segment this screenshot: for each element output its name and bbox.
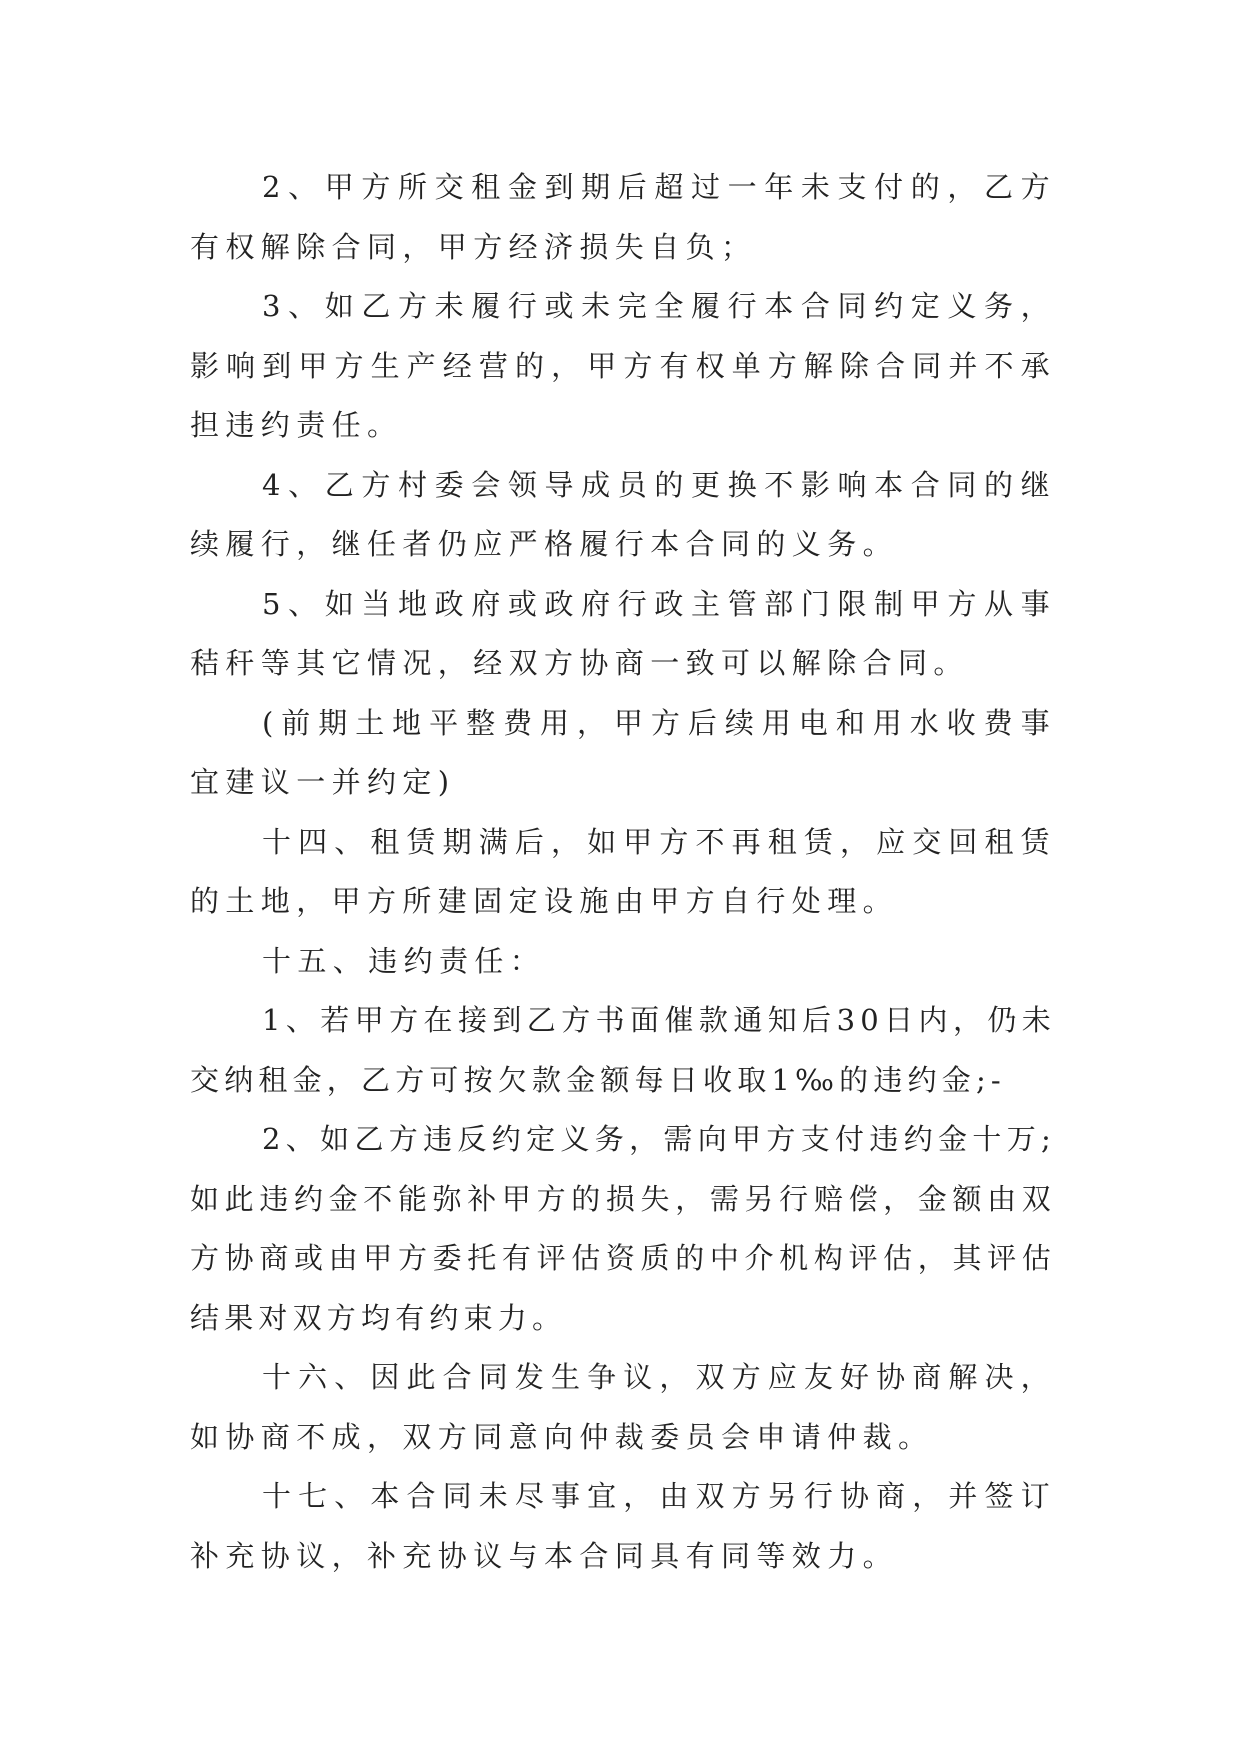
document-body (190, 158, 1056, 1586)
paragraph-article-15-heading: 十五、违约责任： (262, 943, 546, 978)
paragraph-clause-5: 5、如当地政府或政府行政主管部门限制甲方从事秸秆等其它情况，经双方协商一致可以解除合同。 (190, 586, 1056, 680)
paragraph-note: (前期土地平整费用，甲方后续用电和用水收费事宜建议一并约定) (190, 705, 1056, 799)
paragraph-clause-3: 3、如乙方未履行或未完全履行本合同约定义务，影响到甲方生产经营的，甲方有权单方解除合同并不承担违约责任。 (190, 289, 1056, 442)
paragraph-clause-2: 2、甲方所交租金到期后超过一年未支付的，乙方有权解除合同，甲方经济损失自负； (190, 170, 1056, 264)
paragraph-penalty-1: 1、若甲方在接到乙方书面催款通知后30日内，仍未交纳租金，乙方可按欠款金额每日收取1‰的违约金;- (190, 1003, 1056, 1097)
paragraph-article-16: 十六、因此合同发生争议，双方应友好协商解决，如协商不成，双方同意向仲裁委员会申请仲裁。 (190, 1360, 1056, 1454)
paragraph-article-17: 十七、本合同未尽事宜，由双方另行协商，并签订补充协议，补充协议与本合同具有同等效力。 (190, 1479, 1056, 1573)
paragraph-penalty-2: 2、如乙方违反约定义务，需向甲方支付违约金十万;如此违约金不能弥补甲方的损失，需另行赔偿，金额由双方协商或由甲方委托有评估资质的中介机构评估，其评估结果对双方均有约束力。 (190, 1122, 1056, 1335)
paragraph-article-14: 十四、租赁期满后，如甲方不再租赁，应交回租赁的土地，甲方所建固定设施由甲方自行处理。 (190, 824, 1056, 918)
paragraph-clause-4: 4、乙方村委会领导成员的更换不影响本合同的继续履行，继任者仍应严格履行本合同的义务。 (190, 467, 1056, 561)
